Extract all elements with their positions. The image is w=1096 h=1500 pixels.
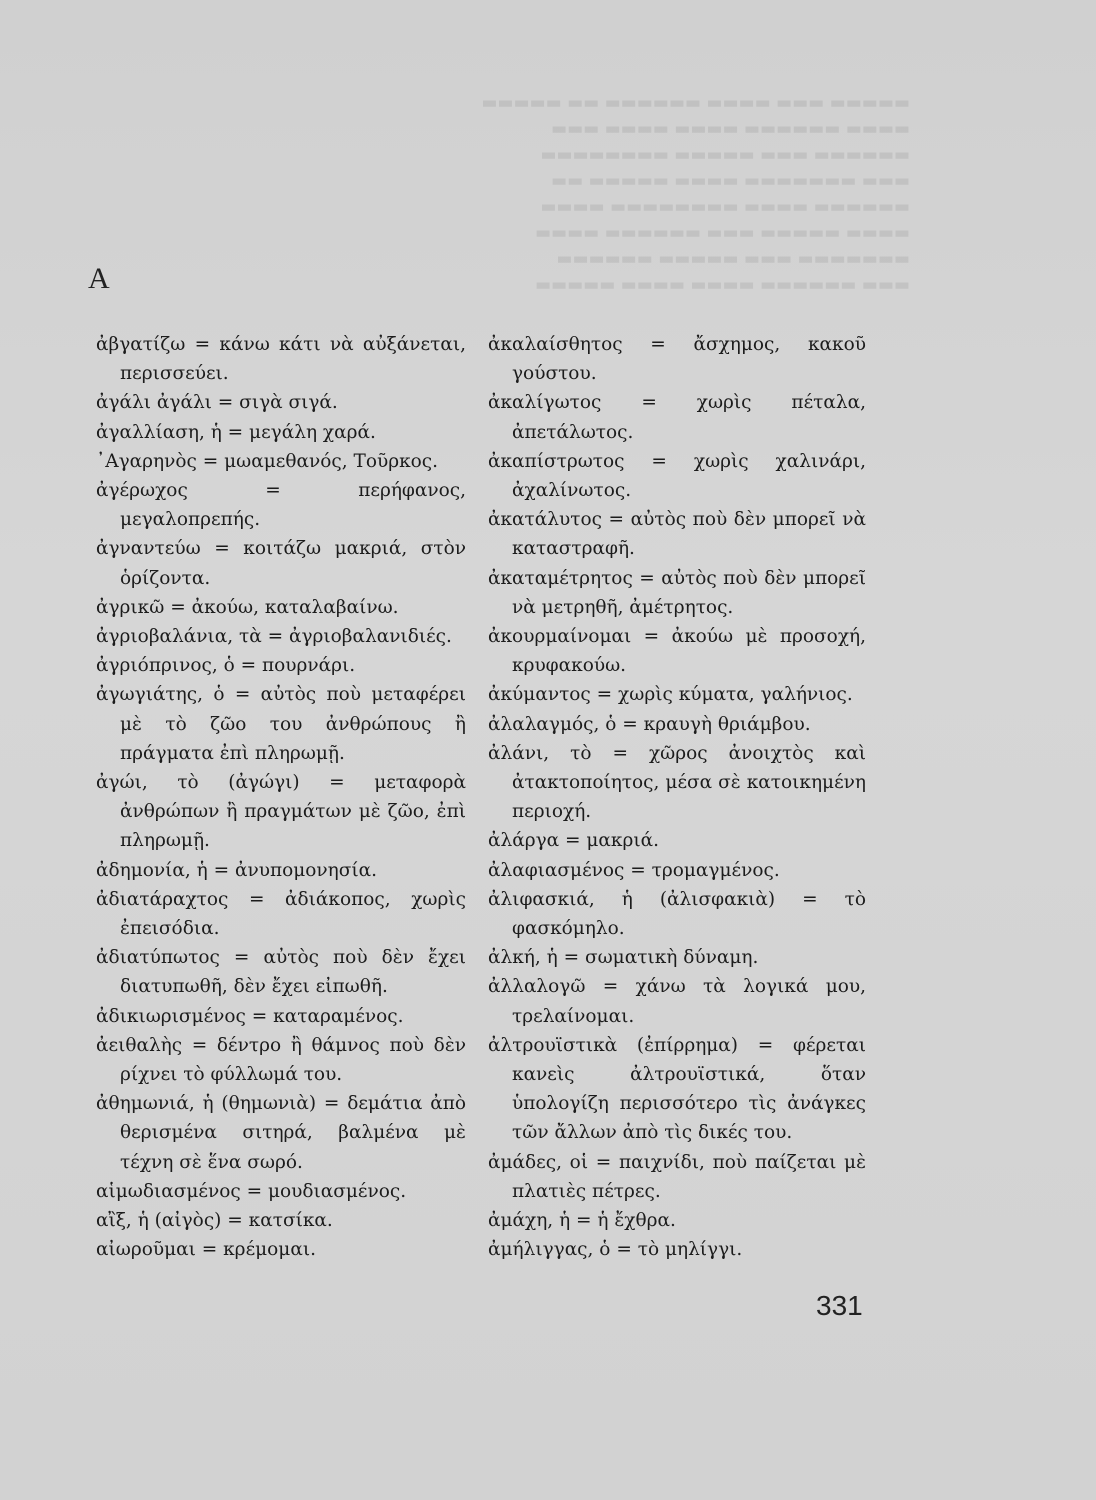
dictionary-entry: ἀκαλαίσθητος = ἄσχημος, κακοῦ γούστου. [488,334,866,385]
show-through-shadow: ▬▬▬▬▬ ▬▬▬ ▬▬▬▬ ▬▬▬▬▬▬ ▬▬ ▬▬▬▬▬ ▬▬▬▬ ▬▬▬▬▬▬ ▬▬▬▬ ▬▬▬▬ ▬▬▬ ▬▬▬▬▬▬ ▬▬▬ ▬▬▬▬▬ ▬▬▬▬▬▬▬▬ ▬▬▬ ▬▬▬▬▬▬▬ ▬▬▬▬ ▬▬▬▬▬ ▬▬ ▬▬▬▬▬▬ ▬▬▬▬ ▬▬▬▬▬▬▬▬ ▬▬▬▬ ▬▬▬▬ ▬▬▬▬▬ ▬▬▬ ▬▬▬▬▬▬ ▬▬▬▬ ▬▬▬▬▬▬▬ ▬▬▬ ▬▬▬▬▬ ▬▬▬▬▬▬ ▬▬▬ ▬▬▬▬▬▬ ▬▬▬▬ ▬▬▬▬ ▬▬▬▬▬ [481,93,910,295]
dictionary-entry: ᾿Αγαρηνὸς = μωαμεθανός, Τοῦρκος. [96,450,439,472]
dictionary-entry: ἀλτρουϊστικὰ (ἐπίρρημα) = φέρεται κανεὶς ἀλτρουϊστικά, ὅταν ὑπολογίζη περισσότερο τὶς ἀνάγκες τῶν ἄλλων ἀπὸ τὶς δικές του. [488,1034,866,1144]
dictionary-entry: ἀκατάλυτος = αὐτὸς ποὺ δὲν μπορεῖ νὰ καταστραφῆ. [488,509,866,560]
right-column [488,330,866,1265]
dictionary-entry: ἀκαταμέτρητος = αὐτὸς ποὺ δὲν μπορεῖ νὰ μετρηθῆ, ἀμέτρητος. [488,567,866,618]
dictionary-entry: ἀδιατάραχτος = ἀδιάκοπος, χωρὶς ἐπεισόδια. [96,888,466,940]
dictionary-entry: ἀγαλλίαση, ἡ = μεγάλη χαρά. [96,421,376,443]
page-number: 331 [816,1290,863,1321]
dictionary-entry: ἀγρικῶ = ἀκούω, καταλαβαίνω. [96,596,399,618]
dictionary-entry: ἀγάλι ἀγάλι = σιγὰ σιγά. [96,392,338,414]
dictionary-entry: ἀειθαλὴς = δέντρο ἢ θάμνος ποὺ δὲν ρίχνει τὸ φύλλωμά του. [96,1034,466,1086]
dictionary-entry: ἀκύμαντος = χωρὶς κύματα, γαλήνιος. [488,684,853,706]
dictionary-entry: αἰωροῦμαι = κρέμομαι. [96,1239,316,1261]
dictionary-entry: ἀλαλαγμός, ὁ = κραυγὴ θριάμβου. [488,713,811,735]
dictionary-entry: ἀδημονία, ἡ = ἀνυπομονησία. [96,859,378,881]
dictionary-entry: ἀβγατίζω = κάνω κάτι νὰ αὐξάνεται, περισσεύει. [96,334,466,385]
dictionary-entry: ἀλάργα = μακριά. [488,830,659,852]
section-letter: Α [88,262,110,295]
dictionary-entry: ἀμάδες, οἱ = παιχνίδι, ποὺ παίζεται μὲ πλατιὲς πέτρες. [488,1151,866,1202]
dictionary-entry: ἀλαφιασμένος = τρομαγμένος. [488,859,780,881]
left-column [96,330,466,1265]
dictionary-entry: ἀγέρωχος = περήφανος, μεγαλοπρεπής. [96,480,466,531]
dictionary-entry: ἀκουρμαίνομαι = ἀκούω μὲ προσοχή, κρυφακούω. [488,626,866,677]
dictionary-entry: ἀλάνι, τὸ = χῶρος ἀνοιχτὸς καὶ ἀτακτοποίητος, μέσα σὲ κατοικημένη περιοχή. [488,742,866,823]
dictionary-entry: ἀθημωνιά, ἡ (θημωνιὰ) = δεμάτια ἀπὸ θερισμένα σιτηρά, βαλμένα μὲ τέχνη σὲ ἕνα σωρό. [96,1093,466,1173]
dictionary-entry: ἀδικιωρισμένος = καταραμένος. [96,1005,404,1027]
dictionary-entry: ἀγριόπρινος, ὁ = πουρνάρι. [96,655,356,677]
dictionary-entry: αἱμωδιασμένος = μουδιασμένος. [96,1180,407,1202]
dictionary-entry: ἀγναντεύω = κοιτάζω μακριά, στὸν ὁρίζοντα. [96,538,466,589]
dictionary-entry: ἀγωγιάτης, ὁ = αὐτὸς ποὺ μεταφέρει μὲ τὸ ζῶο του ἀνθρώπους ἢ πράγματα ἐπὶ πληρωμῇ. [96,684,466,764]
dictionary-entry: ἀλιφασκιά, ἡ (ἀλισφακιὰ) = τὸ φασκόμηλο. [488,888,866,940]
dictionary-entry: ἀγριοβαλάνια, τὰ = ἀγριοβαλανιδιές. [96,626,452,648]
dictionary-entry: ἀκαπίστρωτος = χωρὶς χαλινάρι, ἀχαλίνωτος. [488,450,866,502]
dictionary-entry: ἀμήλιγγας, ὁ = τὸ μηλίγγι. [488,1239,743,1261]
dictionary-entry: ἀμάχη, ἡ = ἡ ἔχθρα. [488,1210,676,1232]
dictionary-entry: ἀγώι, τὸ (ἀγώγι) = μεταφορὰ ἀνθρώπων ἢ πραγμάτων μὲ ζῶο, ἐπὶ πληρωμῇ. [96,772,466,852]
dictionary-entry: ἀλλαλογῶ = χάνω τὰ λογικά μου, τρελαίνομαι. [488,976,866,1027]
dictionary-entry: ἀδιατύπωτος = αὐτὸς ποὺ δὲν ἔχει διατυπωθῆ, δὲν ἔχει εἰπωθῆ. [96,947,466,998]
dictionary-entry: ἀκαλίγωτος = χωρὶς πέταλα, ἀπετάλωτος. [488,392,866,443]
dictionary-entry: αἲξ, ἡ (αἰγὸς) = κατσίκα. [96,1210,333,1232]
dictionary-entry: ἀλκή, ἡ = σωματικὴ δύναμη. [488,947,759,969]
